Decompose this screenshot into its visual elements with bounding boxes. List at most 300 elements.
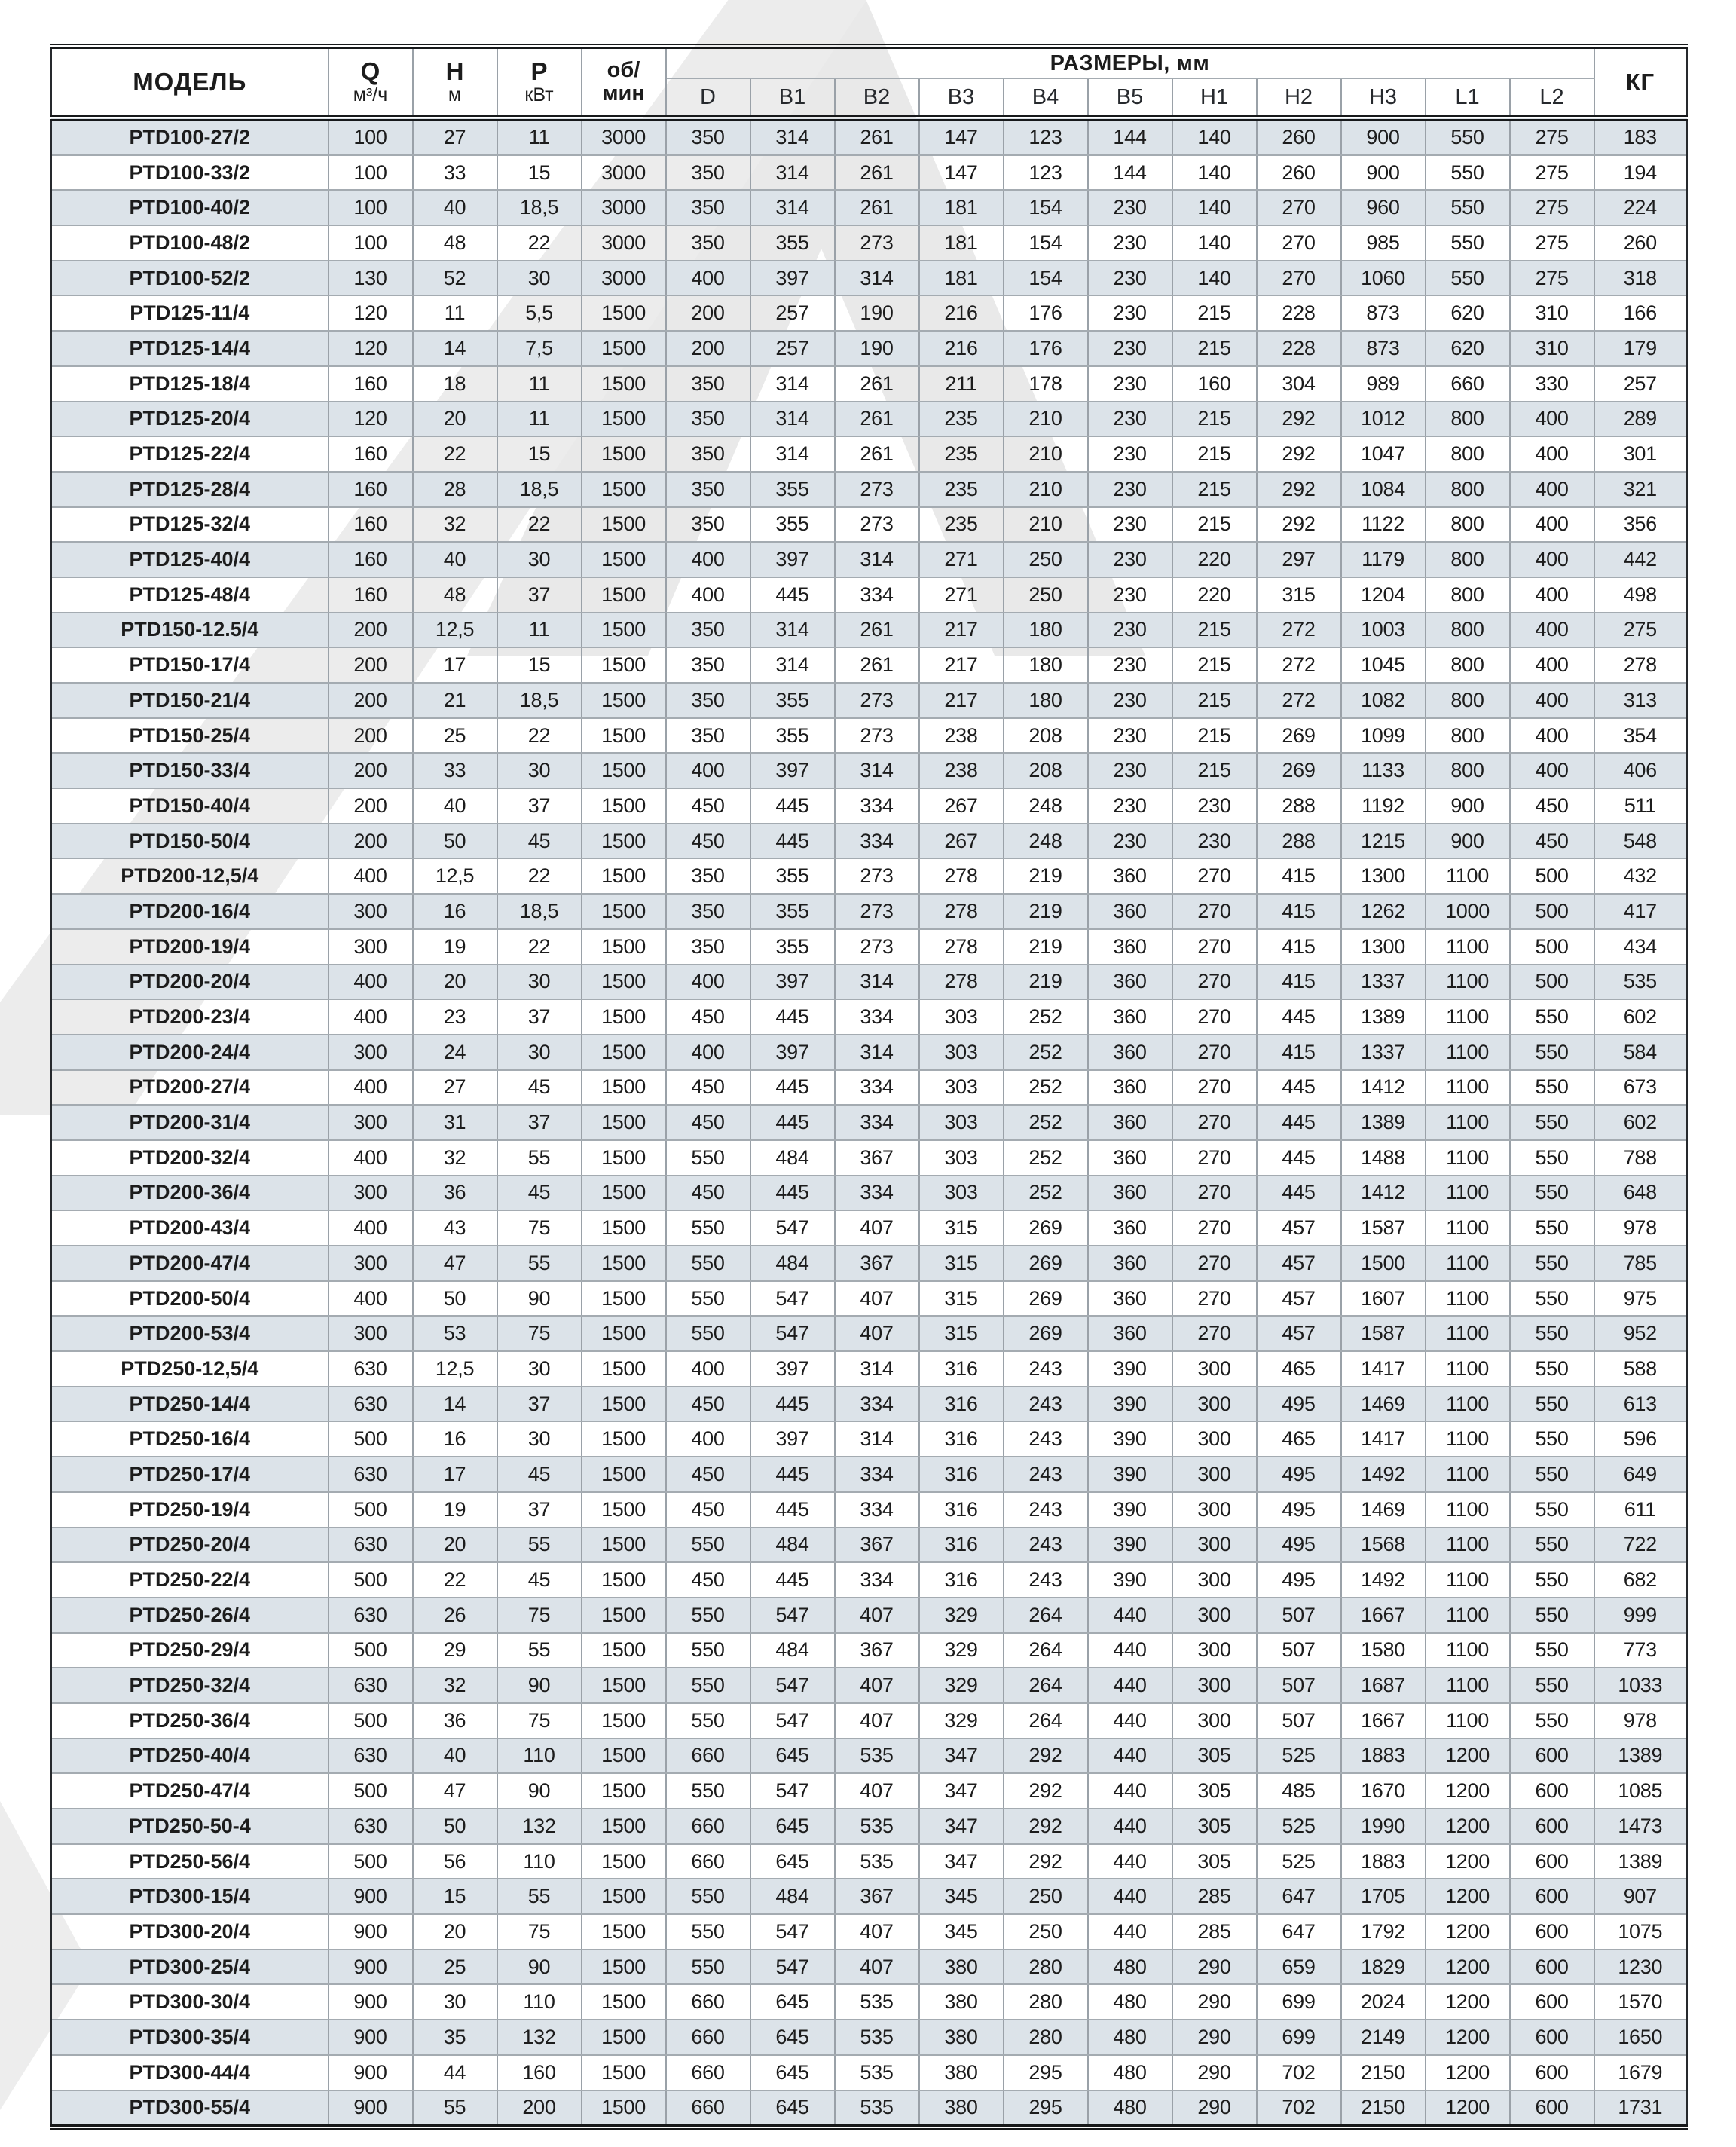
value-cell: 347	[919, 1844, 1004, 1879]
value-cell: 1100	[1426, 1140, 1510, 1176]
value-cell: 1883	[1341, 1739, 1426, 1774]
value-cell: 3000	[582, 190, 666, 225]
model-cell: PTD200-36/4	[51, 1176, 329, 1211]
value-cell: 52	[413, 261, 497, 296]
table-row	[51, 472, 1687, 507]
value-cell: 292	[1257, 472, 1341, 507]
value-cell: 50	[413, 824, 497, 859]
value-cell: 252	[1004, 1070, 1088, 1106]
value-cell: 329	[919, 1668, 1004, 1703]
model-cell: PTD100-52/2	[51, 261, 329, 296]
value-cell: 390	[1088, 1562, 1172, 1598]
value-cell: 1179	[1341, 542, 1426, 577]
value-cell: 550	[1510, 1210, 1594, 1246]
value-cell: 75	[497, 1703, 582, 1739]
value-cell: 1687	[1341, 1668, 1426, 1703]
value-cell: 450	[1510, 788, 1594, 824]
table-row	[51, 436, 1687, 472]
value-cell: 3000	[582, 225, 666, 261]
value-cell: 24	[413, 1035, 497, 1070]
value-cell: 252	[1004, 1035, 1088, 1070]
value-cell: 270	[1172, 1210, 1257, 1246]
value-cell: 659	[1257, 1950, 1341, 1985]
model-cell: PTD125-14/4	[51, 331, 329, 366]
value-cell: 440	[1088, 1914, 1172, 1950]
value-cell: 290	[1172, 1984, 1257, 2020]
table-row	[51, 1281, 1687, 1317]
value-cell: 140	[1172, 190, 1257, 225]
value-cell: 535	[835, 2090, 919, 2128]
value-cell: 550	[1510, 1035, 1594, 1070]
value-cell: 550	[666, 1528, 750, 1563]
value-cell: 270	[1172, 965, 1257, 1000]
value-cell: 550	[1510, 1528, 1594, 1563]
value-cell: 273	[835, 718, 919, 754]
value-cell: 20	[413, 965, 497, 1000]
value-cell: 550	[666, 1140, 750, 1176]
value-cell: 457	[1257, 1210, 1341, 1246]
value-cell: 1100	[1426, 1105, 1510, 1140]
value-cell: 507	[1257, 1703, 1341, 1739]
value-cell: 248	[1004, 788, 1088, 824]
value-cell: 120	[329, 331, 413, 366]
model-cell: PTD250-56/4	[51, 1844, 329, 1879]
value-cell: 154	[1004, 225, 1088, 261]
model-cell: PTD100-40/2	[51, 190, 329, 225]
value-cell: 147	[919, 155, 1004, 191]
value-cell: 215	[1172, 683, 1257, 718]
value-cell: 261	[835, 190, 919, 225]
value-cell: 110	[497, 1984, 582, 2020]
value-cell: 550	[666, 1633, 750, 1668]
value-cell: 292	[1004, 1809, 1088, 1844]
value-cell: 1100	[1426, 999, 1510, 1035]
value-cell: 1570	[1594, 1984, 1687, 2020]
value-cell: 800	[1426, 718, 1510, 754]
value-cell: 400	[666, 577, 750, 613]
value-cell: 648	[1594, 1176, 1687, 1211]
value-cell: 217	[919, 647, 1004, 683]
value-cell: 465	[1257, 1351, 1341, 1387]
value-cell: 18,5	[497, 894, 582, 929]
value-cell: 3000	[582, 155, 666, 191]
value-cell: 278	[919, 929, 1004, 965]
col-header-L2: L2	[1510, 78, 1594, 118]
value-cell: 360	[1088, 1316, 1172, 1351]
value-cell: 300	[329, 1246, 413, 1281]
value-cell: 457	[1257, 1316, 1341, 1351]
value-cell: 400	[666, 965, 750, 1000]
value-cell: 600	[1510, 2020, 1594, 2055]
value-cell: 310	[1510, 331, 1594, 366]
value-cell: 140	[1172, 118, 1257, 155]
value-cell: 800	[1426, 472, 1510, 507]
table-row	[51, 1562, 1687, 1598]
value-cell: 900	[329, 1879, 413, 1914]
value-cell: 900	[1341, 155, 1426, 191]
value-cell: 290	[1172, 2090, 1257, 2128]
value-cell: 480	[1088, 2090, 1172, 2128]
value-cell: 355	[750, 507, 835, 543]
value-cell: 450	[666, 1387, 750, 1422]
value-cell: 550	[1426, 118, 1510, 155]
value-cell: 288	[1257, 824, 1341, 859]
value-cell: 292	[1257, 507, 1341, 543]
h-unit: м	[448, 84, 462, 106]
value-cell: 535	[835, 2020, 919, 2055]
value-cell: 211	[919, 366, 1004, 402]
value-cell: 273	[835, 507, 919, 543]
value-cell: 445	[750, 1457, 835, 1492]
value-cell: 550	[1426, 225, 1510, 261]
value-cell: 445	[1257, 1176, 1341, 1211]
value-cell: 415	[1257, 1035, 1341, 1070]
value-cell: 550	[1510, 1140, 1594, 1176]
value-cell: 130	[329, 261, 413, 296]
value-cell: 350	[666, 366, 750, 402]
value-cell: 432	[1594, 858, 1687, 894]
value-cell: 1500	[582, 788, 666, 824]
value-cell: 1500	[582, 577, 666, 613]
value-cell: 1469	[1341, 1387, 1426, 1422]
model-cell: PTD300-55/4	[51, 2090, 329, 2128]
value-cell: 275	[1510, 225, 1594, 261]
value-cell: 1100	[1426, 1035, 1510, 1070]
value-cell: 300	[1172, 1492, 1257, 1528]
value-cell: 550	[666, 1773, 750, 1809]
model-cell: PTD250-26/4	[51, 1598, 329, 1633]
value-cell: 303	[919, 999, 1004, 1035]
value-cell: 292	[1257, 402, 1341, 437]
value-cell: 800	[1426, 753, 1510, 788]
table-row	[51, 1210, 1687, 1246]
value-cell: 350	[666, 613, 750, 648]
value-cell: 445	[750, 1105, 835, 1140]
model-cell: PTD200-23/4	[51, 999, 329, 1035]
value-cell: 1204	[1341, 577, 1426, 613]
value-cell: 400	[329, 1070, 413, 1106]
value-cell: 200	[329, 647, 413, 683]
value-cell: 440	[1088, 1668, 1172, 1703]
value-cell: 11	[497, 613, 582, 648]
table-row	[51, 1950, 1687, 1985]
value-cell: 215	[1172, 507, 1257, 543]
value-cell: 5,5	[497, 295, 582, 331]
model-cell: PTD300-20/4	[51, 1914, 329, 1950]
value-cell: 588	[1594, 1351, 1687, 1387]
value-cell: 407	[835, 1316, 919, 1351]
value-cell: 699	[1257, 2020, 1341, 2055]
value-cell: 264	[1004, 1633, 1088, 1668]
value-cell: 600	[1510, 1739, 1594, 1774]
value-cell: 535	[835, 2055, 919, 2090]
value-cell: 507	[1257, 1633, 1341, 1668]
value-cell: 367	[835, 1528, 919, 1563]
value-cell: 273	[835, 225, 919, 261]
value-cell: 800	[1426, 613, 1510, 648]
value-cell: 235	[919, 402, 1004, 437]
value-cell: 295	[1004, 2090, 1088, 2128]
value-cell: 7,5	[497, 331, 582, 366]
value-cell: 1417	[1341, 1421, 1426, 1457]
value-cell: 273	[835, 472, 919, 507]
value-cell: 334	[835, 788, 919, 824]
value-cell: 345	[919, 1914, 1004, 1950]
col-header-B5: B5	[1088, 78, 1172, 118]
value-cell: 440	[1088, 1739, 1172, 1774]
value-cell: 450	[666, 788, 750, 824]
value-cell: 600	[1510, 1773, 1594, 1809]
table-row	[51, 1703, 1687, 1739]
value-cell: 800	[1426, 507, 1510, 543]
value-cell: 243	[1004, 1351, 1088, 1387]
value-cell: 406	[1594, 753, 1687, 788]
value-cell: 300	[329, 1105, 413, 1140]
value-cell: 11	[497, 118, 582, 155]
value-cell: 334	[835, 1492, 919, 1528]
table-row	[51, 999, 1687, 1035]
value-cell: 215	[1172, 472, 1257, 507]
value-cell: 140	[1172, 155, 1257, 191]
value-cell: 355	[750, 929, 835, 965]
value-cell: 1100	[1426, 1281, 1510, 1317]
value-cell: 415	[1257, 858, 1341, 894]
value-cell: 550	[666, 1668, 750, 1703]
value-cell: 1500	[582, 402, 666, 437]
value-cell: 250	[1004, 1879, 1088, 1914]
value-cell: 270	[1172, 1176, 1257, 1211]
value-cell: 160	[1172, 366, 1257, 402]
value-cell: 55	[497, 1633, 582, 1668]
value-cell: 47	[413, 1246, 497, 1281]
table-row	[51, 1528, 1687, 1563]
value-cell: 1200	[1426, 2055, 1510, 2090]
value-cell: 397	[750, 261, 835, 296]
value-cell: 314	[750, 190, 835, 225]
value-cell: 480	[1088, 1984, 1172, 2020]
value-cell: 215	[1172, 331, 1257, 366]
model-cell: PTD200-43/4	[51, 1210, 329, 1246]
table-row	[51, 613, 1687, 648]
value-cell: 645	[750, 1844, 835, 1879]
value-cell: 1731	[1594, 2090, 1687, 2128]
value-cell: 390	[1088, 1457, 1172, 1492]
value-cell: 1122	[1341, 507, 1426, 543]
value-cell: 1100	[1426, 1387, 1510, 1422]
value-cell: 305	[1172, 1739, 1257, 1774]
value-cell: 407	[835, 1950, 919, 1985]
value-cell: 321	[1594, 472, 1687, 507]
value-cell: 220	[1172, 542, 1257, 577]
value-cell: 440	[1088, 1879, 1172, 1914]
value-cell: 40	[413, 788, 497, 824]
value-cell: 900	[1426, 824, 1510, 859]
value-cell: 208	[1004, 753, 1088, 788]
value-cell: 272	[1257, 613, 1341, 648]
value-cell: 300	[1172, 1633, 1257, 1668]
value-cell: 314	[835, 1421, 919, 1457]
value-cell: 269	[1004, 1281, 1088, 1317]
value-cell: 252	[1004, 999, 1088, 1035]
value-cell: 600	[1510, 1844, 1594, 1879]
value-cell: 1100	[1426, 858, 1510, 894]
value-cell: 1200	[1426, 1879, 1510, 1914]
value-cell: 440	[1088, 1844, 1172, 1879]
table-row	[51, 1668, 1687, 1703]
value-cell: 1300	[1341, 929, 1426, 965]
value-cell: 200	[329, 788, 413, 824]
value-cell: 230	[1088, 436, 1172, 472]
table-row	[51, 824, 1687, 859]
value-cell: 645	[750, 2055, 835, 2090]
value-cell: 1587	[1341, 1316, 1426, 1351]
value-cell: 350	[666, 894, 750, 929]
value-cell: 550	[1510, 1633, 1594, 1668]
value-cell: 1500	[582, 1281, 666, 1317]
value-cell: 230	[1088, 577, 1172, 613]
value-cell: 900	[329, 1914, 413, 1950]
value-cell: 200	[329, 824, 413, 859]
value-cell: 1047	[1341, 436, 1426, 472]
value-cell: 210	[1004, 402, 1088, 437]
model-cell: PTD125-48/4	[51, 577, 329, 613]
value-cell: 33	[413, 155, 497, 191]
value-cell: 1389	[1594, 1739, 1687, 1774]
value-cell: 2150	[1341, 2090, 1426, 2128]
value-cell: 550	[666, 1210, 750, 1246]
value-cell: 660	[666, 1739, 750, 1774]
value-cell: 785	[1594, 1246, 1687, 1281]
value-cell: 550	[1510, 1598, 1594, 1633]
value-cell: 270	[1172, 1140, 1257, 1176]
value-cell: 550	[1510, 1492, 1594, 1528]
value-cell: 166	[1594, 295, 1687, 331]
value-cell: 1492	[1341, 1457, 1426, 1492]
value-cell: 230	[1088, 824, 1172, 859]
table-row	[51, 402, 1687, 437]
value-cell: 350	[666, 472, 750, 507]
value-cell: 55	[413, 2090, 497, 2128]
value-cell: 290	[1172, 1950, 1257, 1985]
value-cell: 15	[497, 647, 582, 683]
value-cell: 350	[666, 929, 750, 965]
value-cell: 40	[413, 190, 497, 225]
value-cell: 1469	[1341, 1492, 1426, 1528]
value-cell: 1667	[1341, 1703, 1426, 1739]
value-cell: 450	[666, 1562, 750, 1598]
value-cell: 500	[329, 1773, 413, 1809]
model-cell: PTD200-12,5/4	[51, 858, 329, 894]
value-cell: 1500	[582, 1562, 666, 1598]
value-cell: 210	[1004, 472, 1088, 507]
value-cell: 445	[750, 577, 835, 613]
value-cell: 280	[1004, 2020, 1088, 2055]
value-cell: 550	[1510, 1070, 1594, 1106]
col-header-B1: B1	[750, 78, 835, 118]
value-cell: 230	[1088, 718, 1172, 754]
value-cell: 350	[666, 858, 750, 894]
value-cell: 1337	[1341, 965, 1426, 1000]
value-cell: 400	[666, 1035, 750, 1070]
value-cell: 773	[1594, 1633, 1687, 1668]
value-cell: 305	[1172, 1809, 1257, 1844]
value-cell: 900	[1426, 788, 1510, 824]
value-cell: 495	[1257, 1457, 1341, 1492]
value-cell: 264	[1004, 1703, 1088, 1739]
value-cell: 275	[1510, 118, 1594, 155]
value-cell: 257	[750, 295, 835, 331]
table-row	[51, 965, 1687, 1000]
value-cell: 19	[413, 1492, 497, 1528]
value-cell: 219	[1004, 929, 1088, 965]
value-cell: 334	[835, 1562, 919, 1598]
table-row	[51, 1105, 1687, 1140]
value-cell: 367	[835, 1246, 919, 1281]
table-row	[51, 118, 1687, 155]
value-cell: 35	[413, 2020, 497, 2055]
value-cell: 400	[329, 1140, 413, 1176]
model-cell: PTD125-11/4	[51, 295, 329, 331]
value-cell: 316	[919, 1457, 1004, 1492]
value-cell: 440	[1088, 1773, 1172, 1809]
rpm-line1: об/	[607, 57, 640, 82]
value-cell: 90	[497, 1281, 582, 1317]
value-cell: 292	[1004, 1739, 1088, 1774]
value-cell: 257	[1594, 366, 1687, 402]
table-row	[51, 190, 1687, 225]
value-cell: 12,5	[413, 1351, 497, 1387]
model-cell: PTD300-35/4	[51, 2020, 329, 2055]
value-cell: 1500	[582, 1421, 666, 1457]
value-cell: 547	[750, 1914, 835, 1950]
value-cell: 260	[1257, 118, 1341, 155]
model-cell: PTD125-40/4	[51, 542, 329, 577]
table-row	[51, 366, 1687, 402]
value-cell: 20	[413, 1914, 497, 1950]
value-cell: 550	[666, 1914, 750, 1950]
value-cell: 400	[666, 1351, 750, 1387]
value-cell: 314	[750, 366, 835, 402]
value-cell: 200	[329, 753, 413, 788]
value-cell: 329	[919, 1633, 1004, 1668]
value-cell: 550	[666, 1703, 750, 1739]
value-cell: 32	[413, 507, 497, 543]
value-cell: 1012	[1341, 402, 1426, 437]
value-cell: 252	[1004, 1105, 1088, 1140]
value-cell: 400	[666, 1421, 750, 1457]
value-cell: 183	[1594, 118, 1687, 155]
value-cell: 1133	[1341, 753, 1426, 788]
value-cell: 1500	[582, 999, 666, 1035]
value-cell: 230	[1088, 366, 1172, 402]
model-cell: PTD250-16/4	[51, 1421, 329, 1457]
value-cell: 12,5	[413, 858, 497, 894]
value-cell: 230	[1088, 753, 1172, 788]
value-cell: 442	[1594, 542, 1687, 577]
value-cell: 380	[919, 1984, 1004, 2020]
value-cell: 200	[666, 331, 750, 366]
value-cell: 1230	[1594, 1950, 1687, 1985]
col-header-H2: H2	[1257, 78, 1341, 118]
value-cell: 190	[835, 331, 919, 366]
value-cell: 230	[1088, 788, 1172, 824]
value-cell: 75	[497, 1598, 582, 1633]
value-cell: 1192	[1341, 788, 1426, 824]
value-cell: 800	[1426, 683, 1510, 718]
value-cell: 873	[1341, 331, 1426, 366]
value-cell: 334	[835, 1176, 919, 1211]
value-cell: 484	[750, 1633, 835, 1668]
